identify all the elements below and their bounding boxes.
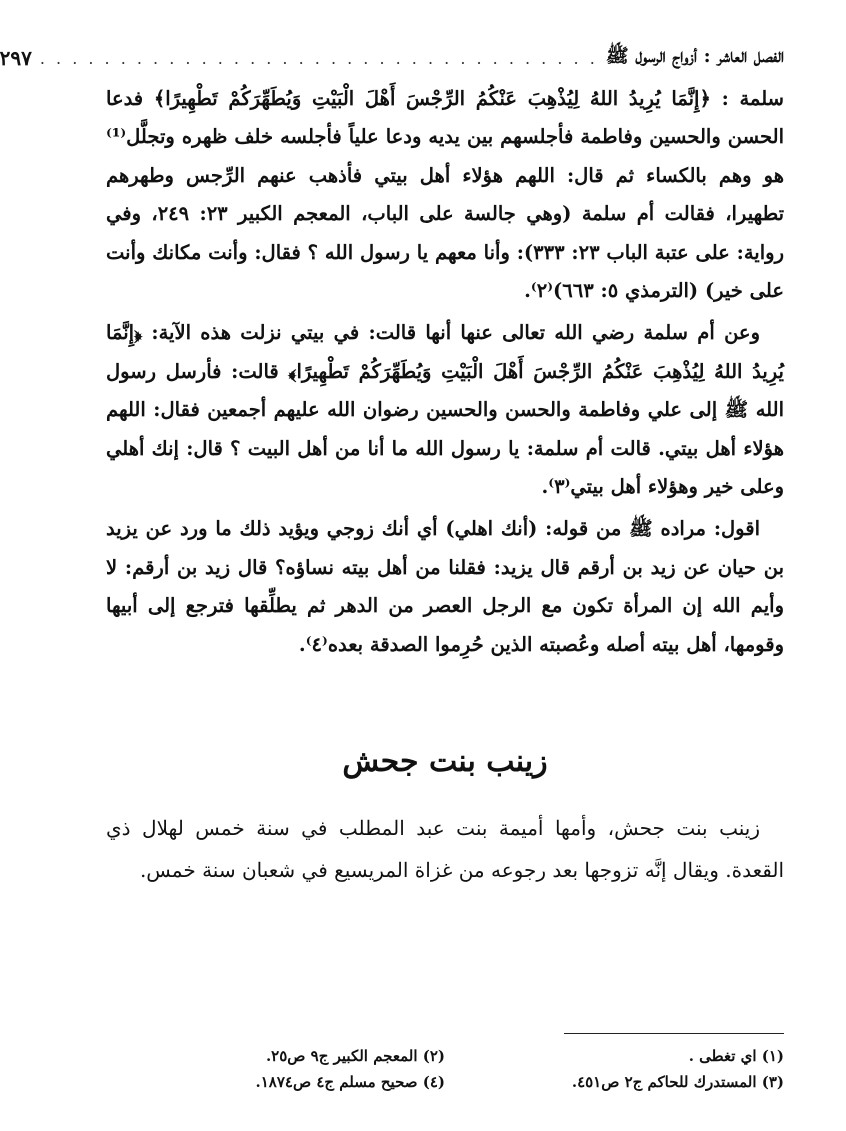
paragraph-commentary: اقول: مراده ﷺ من قوله: (أنك اهلي) أي أنك زوجي ويؤيد ذلك ما ورد عن يزيد بن حيان عن زيد بن أرقم قال يزيد: فقلنا من أهل بيته نساؤه؟ قال زيد بن أرقم: لا وأيم الله إن المرأة تكون مع الرجل العصر من الدهر ثم يطلِّقها فترجع إلى أبيها وقومها، أهل بيته أصله وعُصبته الذين حُرِموا الصدقة بعده⁽٤⁾. <box>106 517 784 656</box>
footnote-row <box>106 1043 784 1069</box>
body-text <box>106 80 784 664</box>
paragraph-umm-salama-verse: وعن أم سلمة رضي الله تعالى عنها أنها قالت: في بيتي نزلت هذه الآية: ﴿إِنَّمَا يُرِيدُ اللهُ لِيُذْهِبَ عَنْكُمُ الرِّجْسَ أَهْلَ الْبَيْتِ وَيُطَهِّرَكُمْ تَطْهِيرًا﴾ قالت: فأرسل رسول الله ﷺ إلى علي وفاطمة والحسن والحسين رضوان الله عليهم أجمعين فقال: اللهم هؤلاء أهل بيتي. قالت أم سلمة: يا رسول الله ما أنا من أهل البيت ؟ قال: إنك أهلي وعلى خير وهؤلاء أهل بيتي⁽٣⁾. <box>106 321 784 499</box>
paragraph-umm-salama-kisa: سلمة : ﴿إِنَّمَا يُرِيدُ اللهُ لِيُذْهِبَ عَنْكُمُ الرِّجْسَ أَهْلَ الْبَيْتِ وَيُطَهِّرَكُمْ تَطْهِيرًا﴾ فدعا الحسن والحسين وفاطمة فأجلسهم بين يديه ودعا علياً فأجلسه خلف ظهره وتجلَّل⁽¹⁾ هو وهم بالكساء ثم قال: اللهم هؤلاء أهل بيتي فأذهب عنهم الرِّجس وطهرهم تطهيرا، فقالت أم سلمة (وهي جالسة على الباب، المعجم الكبير ٢٣: ٢٤٩، وفي رواية: على عتبة الباب ٢٣: ٣٣٣): وأنا معهم يا رسول الله ؟ فقال: وأنت مكانك وأنت على خير) (الترمذي ٥: ٦٦٣)⁽٢⁾. <box>106 87 784 303</box>
footnote-row <box>106 1069 784 1095</box>
section-title: زينب بنت جحش <box>342 744 548 780</box>
leader-dots: . . . . . . . . . . . . . . . . . . . . . . . . . . . . . . . . . . . <box>39 48 598 68</box>
footnote-3: (٣) المستدرك للحاكم ج٢ ص٤٥١. <box>571 1073 784 1091</box>
footnotes <box>106 1043 784 1095</box>
book-page <box>0 40 784 1111</box>
footnote-4: (٤) صحيح مسلم ج٤ ص١٨٧٤. <box>255 1073 445 1091</box>
footnote-divider <box>564 1033 784 1034</box>
footnote-1: (١) اي تغطى . <box>688 1047 784 1065</box>
page-header <box>0 40 784 76</box>
section-paragraph: زينب بنت جحش، وأمها أميمة بنت عبد المطلب في سنة خمس لهلال ذي القعدة. ويقال إنَّه تزوجها بعد رجوعه من غزاة المريسيع في شعبان سنة خمس. <box>106 816 784 883</box>
page-number: ٢٩٧ <box>0 46 32 70</box>
running-title: الفصل العاشر : أزواج الرسول ﷺ <box>605 45 784 67</box>
footnote-2: (٢) المعجم الكبير ج٩ ص٢٥. <box>265 1047 445 1065</box>
